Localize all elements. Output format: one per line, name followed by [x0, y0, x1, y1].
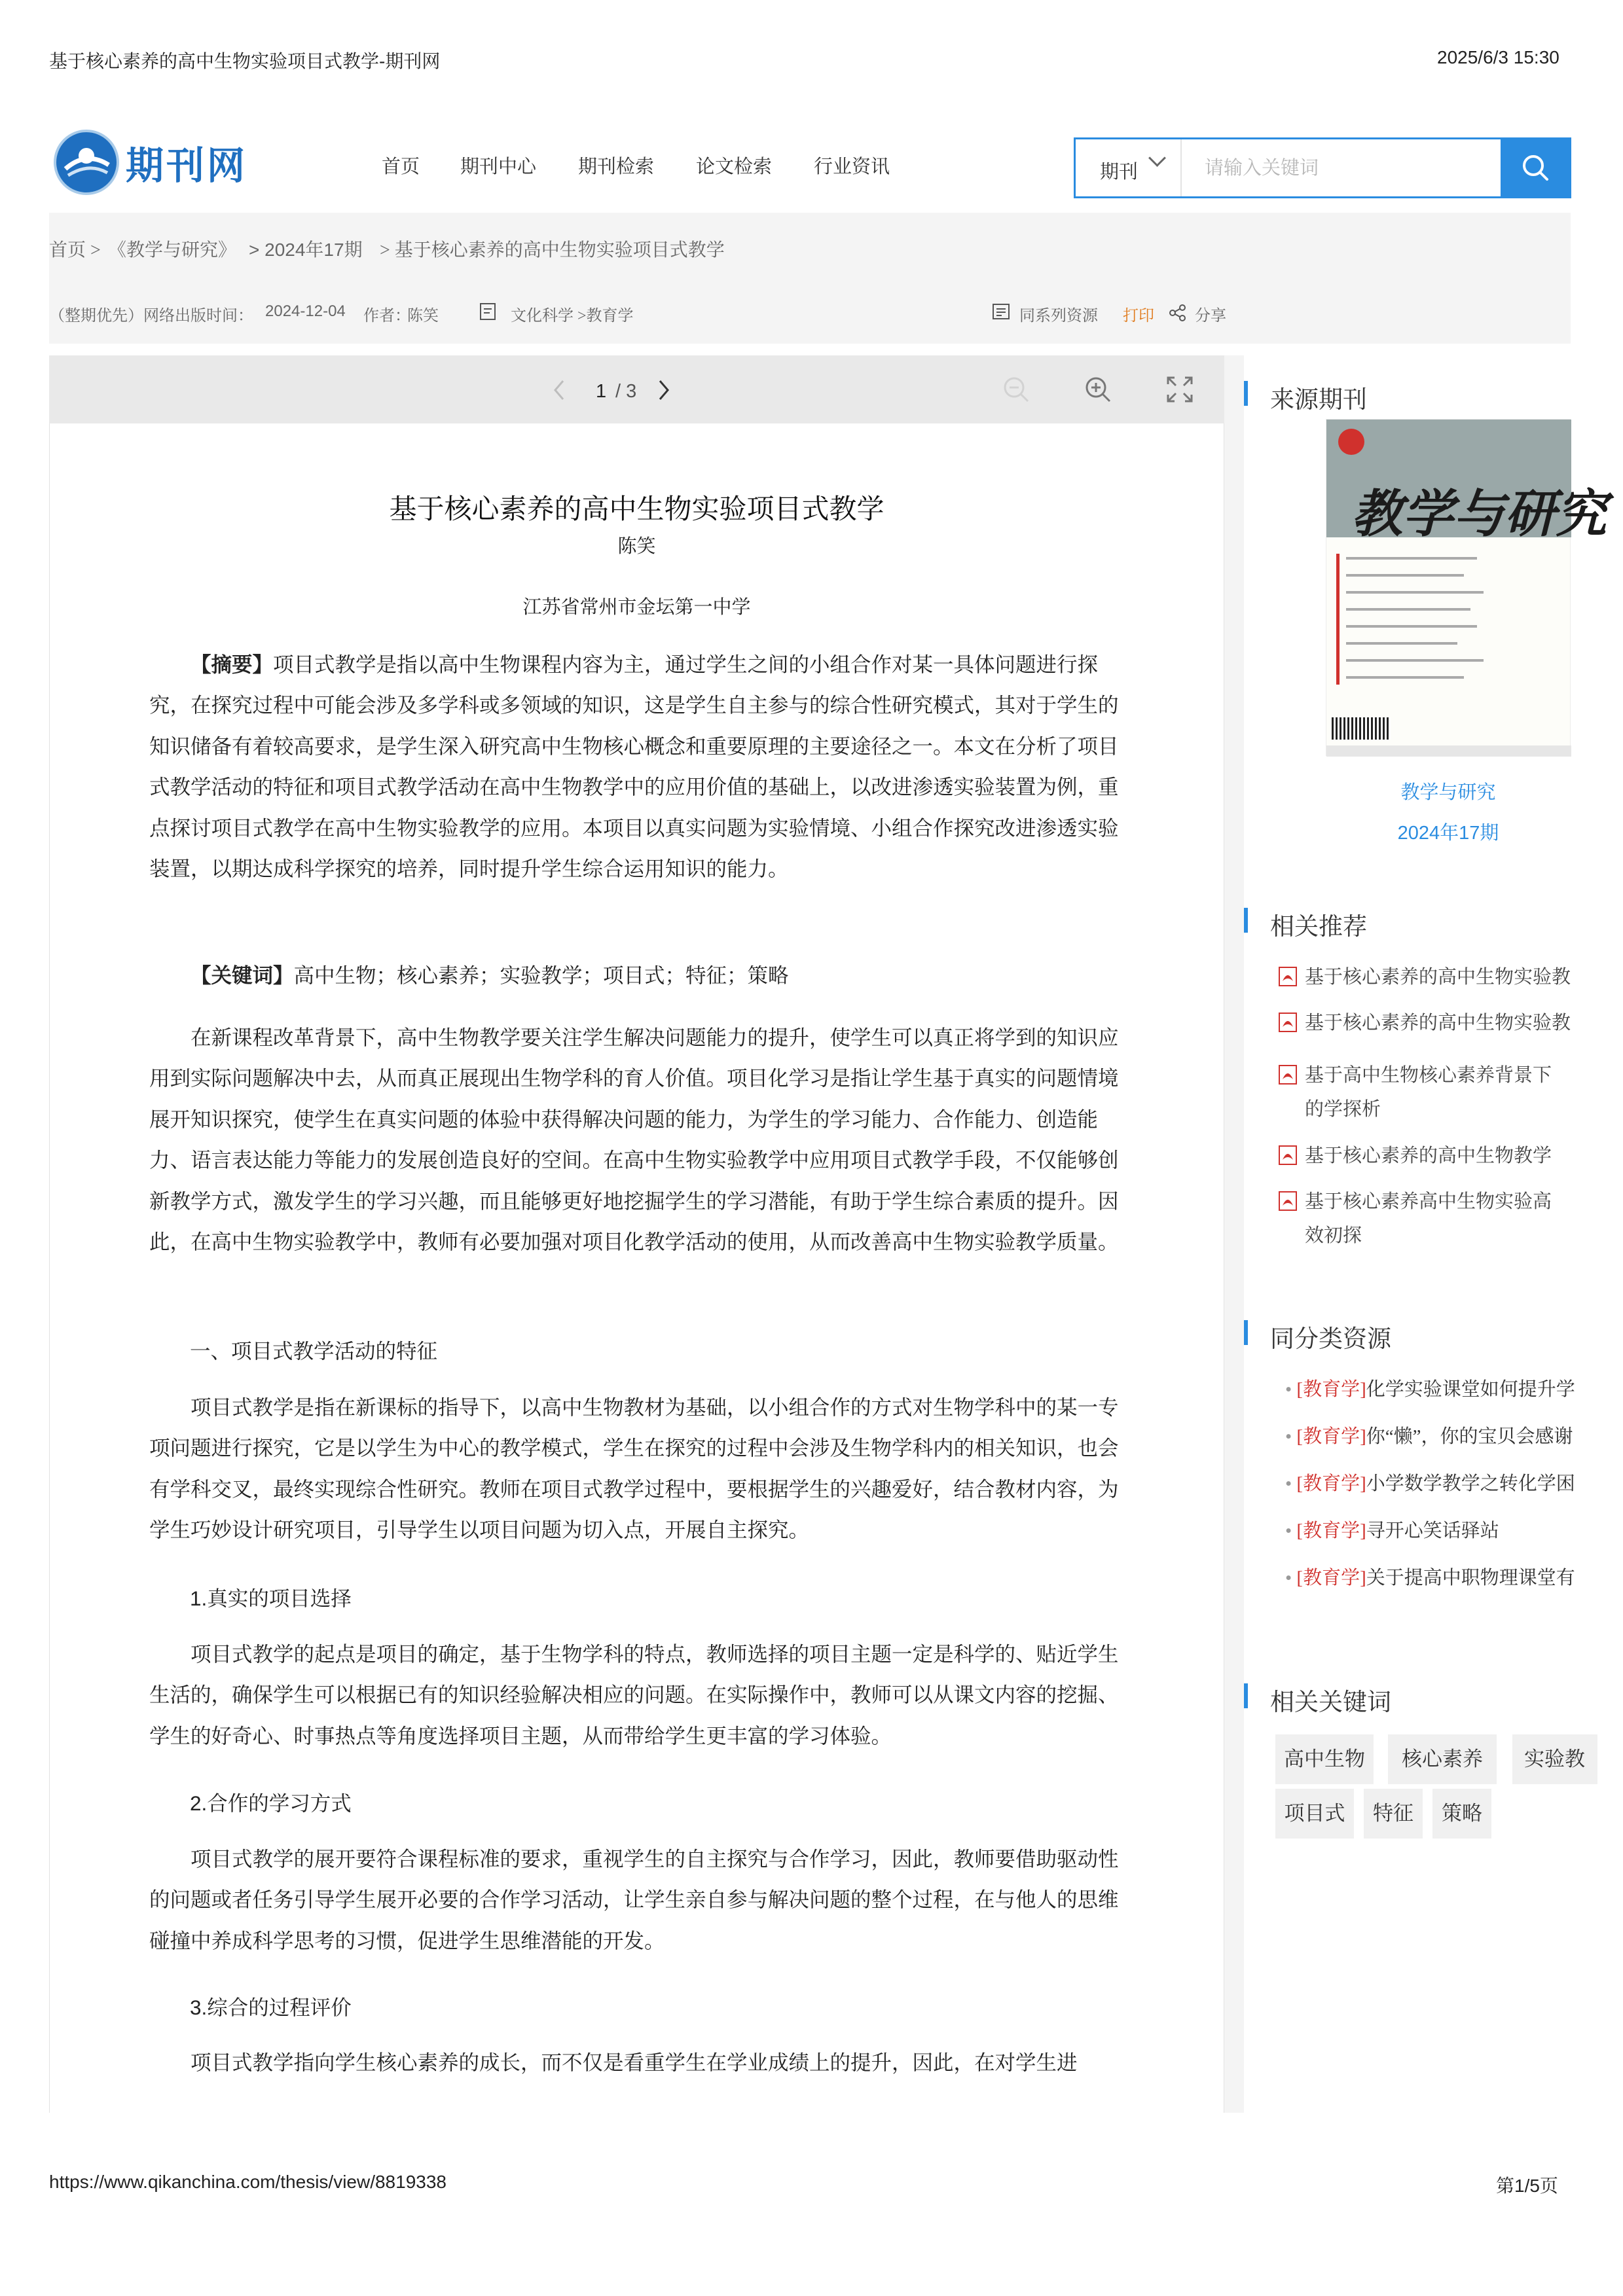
category-item[interactable]: • [教育学]关于提高中职物理课堂有	[1285, 1568, 1575, 1588]
article-affiliation: 江苏省常州市金坛第一中学	[522, 597, 751, 618]
category-item[interactable]: • [教育学]化学实验课堂如何提升学	[1285, 1379, 1575, 1400]
keyword-tag[interactable]: 策略	[1432, 1789, 1491, 1839]
pdf-icon	[1279, 1145, 1297, 1165]
source-journal-heading: 来源期刊	[1270, 387, 1367, 414]
subheading-3: 3.综合的过程评价	[190, 1996, 352, 2019]
source-journal-name[interactable]: 教学与研究	[1400, 782, 1496, 803]
related-heading: 相关推荐	[1270, 914, 1367, 941]
category-item-title: 你“懒”，你的宝贝会感谢	[1366, 1426, 1573, 1447]
category-item[interactable]: • [教育学]小学数学教学之转化学困	[1285, 1473, 1575, 1494]
keyword-tag[interactable]: 实验教	[1512, 1734, 1597, 1784]
keyword-tags	[1270, 1715, 1585, 1885]
category-tag: [教育学]	[1296, 1520, 1366, 1541]
heading-accent-bar	[1244, 1320, 1248, 1345]
print-link[interactable]: 打印	[1123, 308, 1154, 325]
article-info-band	[49, 213, 1571, 344]
series-icon	[992, 302, 1010, 321]
related-keywords-heading: 相关关键词	[1270, 1689, 1391, 1716]
keyword-tag[interactable]: 高中生物	[1275, 1734, 1374, 1784]
category-tag: [教育学]	[1296, 1426, 1366, 1447]
breadcrumb-issue[interactable]: > 2024年17期	[249, 240, 363, 260]
nav-home[interactable]: 首页	[382, 156, 420, 177]
next-page-icon[interactable]	[656, 378, 672, 402]
current-page[interactable]: 1	[596, 381, 607, 402]
heading-accent-bar	[1244, 908, 1248, 933]
nav-journal-center[interactable]: 期刊中心	[460, 156, 537, 177]
page-total: / 3	[615, 381, 637, 402]
nav-thesis-search[interactable]: 论文检索	[696, 156, 773, 177]
category-item[interactable]: • [教育学]你“懒”，你的宝贝会感谢	[1285, 1426, 1573, 1447]
keyword-tag[interactable]: 特征	[1364, 1789, 1423, 1839]
section-heading-1: 一、项目式教学活动的特征	[190, 1340, 438, 1363]
subheading-1: 1.真实的项目选择	[190, 1587, 352, 1610]
site-logo-text[interactable]: 期刊网	[126, 145, 248, 187]
body-paragraph-2: 项目式教学是指在新课标的指导下，以高中生物教材为基础，以小组合作的方式对生物学科中的某一专项问题进行探究，它是以学生为中心的教学模式，学生在探究的过程中会涉及生物学科内的相关知识，也会有学科交叉，最终实现综合性研究。教师在项目式教学过程中，要根据学生的兴趣爱好，结合教材内容，为学生巧妙设计研究项目，引导学生以项目问题为切入点，开展自主探究。	[149, 1396, 1119, 1542]
search-type-label[interactable]: 期刊	[1100, 162, 1139, 183]
body-paragraph-4: 项目式教学的展开要符合课程标准的要求，重视学生的自主探究与合作学习，因此，教师要借助驱动性的问题或者任务引导学生展开必要的合作学习活动，让学生亲自参与解决问题的整个过程，在与他人的思维碰撞中养成科学思考的习惯，促进学生思维潜能的开发。	[149, 1848, 1119, 1952]
abstract-paragraph	[149, 645, 1126, 889]
category-tag: [教育学]	[1296, 1568, 1366, 1588]
logo-icon[interactable]	[54, 130, 119, 195]
keywords-label: 【关键词】	[191, 964, 294, 987]
meta-category[interactable]: 文化科学 >教育学	[511, 308, 634, 325]
body-paragraph-1: 在新课程改革背景下，高中生物教学要关注学生解决问题能力的提升，使学生可以真正将学到的知识应用到实际问题解决中去，从而真正展现出生物学科的育人价值。项目化学习是指让学生基于真实的问题情境展开知识探究，使学生在真实问题的体验中获得解决问题的能力，为学生的学习能力、合作能力、创造能力、语言表达能力等能力的发展创造良好的空间。在高中生物实验教学中应用项目式教学手段，不仅能够创新教学方式，激发学生的学习兴趣，而且能够更好地挖掘学生的学习潜能，有助于学生综合素质的提升。因此，在高中生物实验教学中，教师有必要加强对项目化教学活动的使用，从而改善高中生物实验教学质量。	[149, 1026, 1119, 1254]
heading-accent-bar	[1244, 381, 1248, 406]
abstract-label: 【摘要】	[191, 653, 274, 676]
search-input[interactable]	[1203, 149, 1494, 187]
journal-cover-image[interactable]	[1326, 419, 1607, 756]
search-icon	[1501, 137, 1571, 198]
print-url: https://www.qikanchina.com/thesis/view/8819338	[49, 2172, 447, 2192]
keyword-tag[interactable]: 项目式	[1275, 1789, 1354, 1839]
search-button[interactable]	[1501, 137, 1571, 198]
related-item[interactable]: 基于核心素养高中生物实验高效初探	[1305, 1191, 1552, 1246]
related-item[interactable]: 基于核心素养的高中生物实验教	[1305, 1013, 1571, 1033]
meta-date: 2024-12-04	[265, 302, 346, 320]
share-icon[interactable]	[1169, 304, 1187, 322]
breadcrumb-journal[interactable]: 《教学与研究》	[108, 240, 237, 260]
nav-industry-news[interactable]: 行业资讯	[814, 156, 890, 177]
subheading-2: 2.合作的学习方式	[190, 1791, 352, 1815]
breadcrumb-home[interactable]: 首页 >	[49, 240, 101, 260]
pdf-icon	[1279, 1191, 1297, 1211]
article-title: 基于核心素养的高中生物实验项目式教学	[389, 495, 884, 525]
meta-online-label: （整期优先）网络出版时间：	[49, 308, 253, 325]
fullscreen-icon[interactable]	[1165, 375, 1194, 404]
source-journal-issue[interactable]: 2024年17期	[1397, 823, 1499, 844]
meta-author[interactable]: 陈笑	[407, 308, 439, 325]
pdf-toolbar	[49, 355, 1224, 423]
related-item[interactable]: 基于高中生物核心素养背景下的学探析	[1305, 1065, 1552, 1120]
pdf-icon	[1279, 967, 1297, 986]
category-icon	[479, 302, 496, 321]
meta-author-label: 作者：	[363, 308, 410, 325]
related-item[interactable]: 基于核心素养的高中生物实验教	[1305, 967, 1571, 988]
category-item[interactable]: • [教育学]寻开心笑话驿站	[1285, 1520, 1499, 1541]
print-page-title: 基于核心素养的高中生物实验项目式教学-期刊网	[49, 51, 441, 71]
category-item-title: 化学实验课堂如何提升学	[1366, 1379, 1575, 1400]
sidebar-gap	[1224, 355, 1244, 2113]
category-resources-heading: 同分类资源	[1270, 1326, 1391, 1353]
keywords-text: 高中生物；核心素养；实验教学；项目式；特征；策略	[293, 964, 789, 987]
share-link[interactable]: 分享	[1195, 308, 1226, 325]
breadcrumb-current: > 基于核心素养的高中生物实验项目式教学	[380, 240, 725, 260]
heading-accent-bar	[1244, 1683, 1248, 1708]
prev-page-icon[interactable]	[551, 378, 567, 402]
category-item-title: 寻开心笑话驿站	[1366, 1520, 1499, 1541]
body-paragraph-5: 项目式教学指向学生核心素养的成长，而不仅是看重学生在学业成绩上的提升，因此，在对学生进	[191, 2051, 1078, 2074]
zoom-in-icon[interactable]	[1084, 375, 1112, 404]
keyword-tag[interactable]: 核心素养	[1388, 1734, 1497, 1784]
pdf-icon	[1279, 1013, 1297, 1032]
category-tag: [教育学]	[1296, 1379, 1366, 1400]
nav-journal-search[interactable]: 期刊检索	[578, 156, 655, 177]
keywords-paragraph	[149, 956, 1126, 996]
print-datetime: 2025/6/3 15:30	[1437, 47, 1559, 67]
search-divider	[1180, 139, 1182, 196]
zoom-out-icon[interactable]	[1002, 375, 1030, 404]
category-item-title: 小学数学教学之转化学困	[1366, 1473, 1575, 1494]
category-tag: [教育学]	[1296, 1473, 1366, 1494]
category-item-title: 关于提高中职物理课堂有	[1366, 1568, 1575, 1588]
abstract-text: 项目式教学是指以高中生物课程内容为主，通过学生之间的小组合作对某一具体问题进行探究，在探究过程中可能会涉及多学科或多领域的知识，这是学生自主参与的综合性研究模式，其对于学生的知识储备有着较高要求，是学生深入研究高中生物核心概念和重要原理的主要途径之一。本文在分析了项目式教学活动的特征和项目式教学活动在高中生物教学中的应用价值的基础上，以改进渗透实验装置为例，重点探讨项目式教学在高中生物实验教学的应用。本项目以真实问题为实验情境、小组合作探究改进渗透实验装置，以期达成科学探究的培养，同时提升学生综合运用知识的能力。	[149, 653, 1119, 881]
print-page-number: 第1/5页	[1496, 2176, 1558, 2196]
series-resources-link[interactable]: 同系列资源	[1019, 308, 1098, 325]
cover-title: 教学与研究	[1351, 486, 1607, 543]
pdf-icon	[1279, 1065, 1297, 1085]
body-paragraph-3: 项目式教学的起点是项目的确定，基于生物学科的特点，教师选择的项目主题一定是科学的、贴近学生生活的，确保学生可以根据已有的知识经验解决相应的问题。在实际操作中，教师可以从课文内容的挖掘、学生的好奇心、时事热点等角度选择项目主题，从而带给学生更丰富的学习体验。	[149, 1643, 1119, 1748]
article-author: 陈笑	[617, 536, 656, 557]
related-item[interactable]: 基于核心素养的高中生物教学	[1305, 1145, 1552, 1166]
